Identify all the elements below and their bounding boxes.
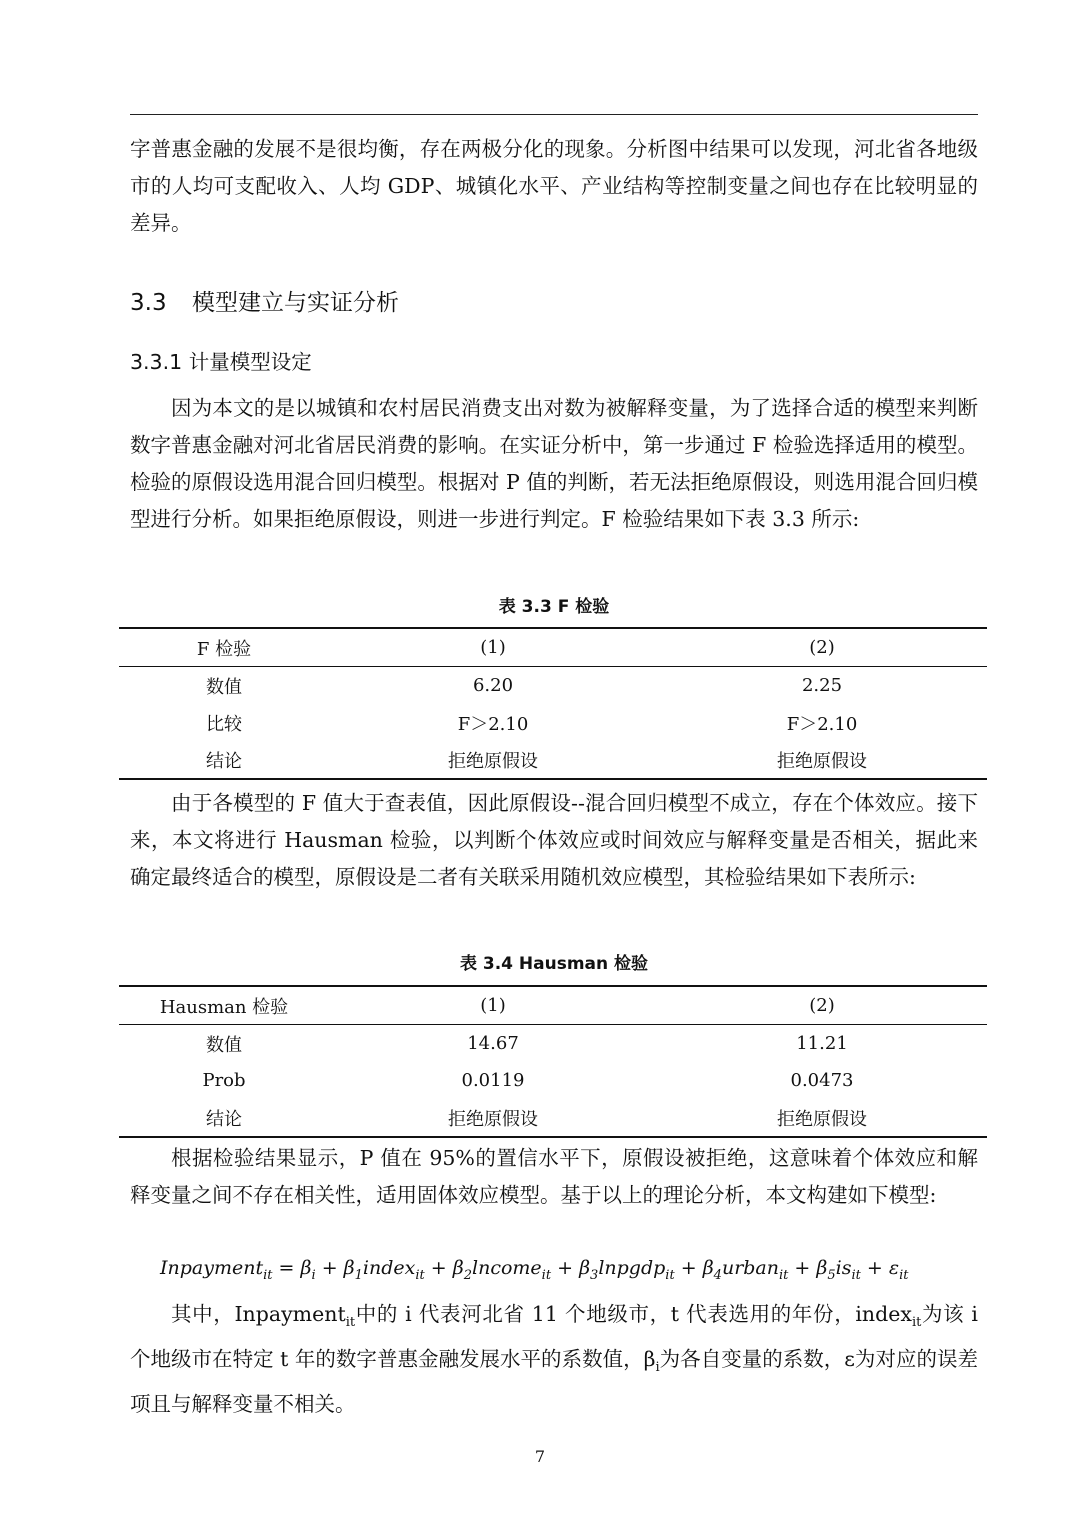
formula-sub: it [899, 1267, 909, 1283]
table-header-row [119, 986, 987, 1025]
formula-beta: β [300, 1257, 312, 1279]
formula-var: lnpgdp [598, 1257, 666, 1279]
formula-beta: β [816, 1257, 828, 1279]
table-cell: 0.0473 [790, 1070, 854, 1091]
table-cell: 数值 [206, 1034, 242, 1056]
table-row [119, 1025, 987, 1063]
explanation-text: 其中，Inpayment [171, 1302, 346, 1326]
formula-sub: 3 [590, 1267, 599, 1283]
formula-beta: β [343, 1257, 355, 1279]
table-cell: Prob [202, 1070, 246, 1091]
formula-beta: β [452, 1257, 464, 1279]
formula-eq: = [272, 1257, 301, 1279]
formula-sub: 1 [354, 1267, 363, 1283]
formula-plus: + [788, 1257, 817, 1279]
table-header-cell: (1) [329, 986, 657, 1025]
formula-beta: β [579, 1257, 591, 1279]
table-cell: 结论 [119, 1099, 329, 1137]
header-rule [130, 114, 978, 115]
table-cell: F＞2.10 [786, 713, 858, 735]
paragraph-hausman-intro: 由于各模型的 F 值大于查表值，因此原假设--混合回归模型不成立，存在个体效应。接下来，本文将进行 Hausman 检验，以判断个体效应或时间效应与解释变量是否相关，据此来确定最终适合的模型，原假设是二者有关联采用随机效应模型，其检验结果如下表所示: [130, 791, 978, 889]
table-cell: 比较 [206, 713, 242, 735]
formula-epsilon: ε [888, 1257, 900, 1279]
formula-lhs: Inpayment [160, 1257, 264, 1279]
table-caption-f-test: 表 3.3 F 检验 [498, 597, 610, 617]
formula-sub: it [851, 1267, 861, 1283]
formula-plus: + [674, 1257, 703, 1279]
hausman-test-table [119, 985, 987, 1138]
table-cell: 14.67 [467, 1033, 519, 1054]
formula-var: index [362, 1257, 416, 1279]
explanation-text: 中的 i 代表河北省 11 个地级市，t 代表选用的年份，index [355, 1302, 912, 1326]
intro-paragraph: 字普惠金融的发展不是很均衡，存在两极分化的现象。分析图中结果可以发现，河北省各地级市的人均可支配收入、人均 GDP、城镇化水平、产业结构等控制变量之间也存在比较明显的差异。 [130, 137, 978, 235]
f-test-table [119, 627, 987, 780]
formula-var: urban [721, 1257, 779, 1279]
table-row [119, 1062, 987, 1099]
subsection-heading [130, 345, 312, 375]
explanation-sub: i [655, 1360, 660, 1376]
formula-sub: 4 [713, 1267, 722, 1283]
formula-beta: β [702, 1257, 714, 1279]
section-number: 3.3 [130, 290, 167, 316]
table-caption-hausman: 表 3.4 Hausman 检验 [459, 954, 649, 974]
table-cell: 拒绝原假设 [329, 741, 657, 779]
formula-sub: it [665, 1267, 675, 1283]
table-cell: 6.20 [472, 675, 514, 696]
explanation-sub: it [345, 1315, 356, 1331]
table-header-row [119, 628, 987, 667]
model-formula [160, 1257, 908, 1283]
page-number: 7 [534, 1447, 546, 1466]
formula-plus: + [424, 1257, 453, 1279]
formula-sub: it [541, 1267, 552, 1283]
formula-plus: + [860, 1257, 889, 1279]
formula-sub: it [415, 1267, 425, 1283]
formula-sub: i [311, 1267, 316, 1283]
subsection-number: 3.3.1 [130, 350, 183, 374]
table-cell: 拒绝原假设 [329, 1099, 657, 1137]
formula-var: lncome [472, 1257, 542, 1279]
section-title: 模型建立与实证分析 [192, 290, 399, 316]
table-header-cell: F 检验 [119, 628, 329, 667]
table-cell: 11.21 [796, 1033, 848, 1054]
table-header-cell: (2) [657, 628, 987, 667]
table-header-cell: (1) [329, 628, 657, 667]
table-cell: 拒绝原假设 [657, 741, 987, 779]
formula-var: is [835, 1257, 852, 1279]
paragraph-explanation [130, 1296, 978, 1423]
subsection-title: 计量模型设定 [188, 350, 312, 374]
explanation-text: 为各自变量的系数，ε为对应的误差项且与解释变量不相关。 [130, 1347, 978, 1417]
explanation-sub: it [911, 1315, 922, 1331]
table-cell: 拒绝原假设 [657, 1099, 987, 1137]
table-row [119, 704, 987, 741]
formula-sub: 2 [463, 1267, 473, 1283]
table-cell: 数值 [206, 676, 242, 698]
formula-sub: it [779, 1267, 789, 1283]
table-cell: 2.25 [801, 675, 843, 696]
section-heading [130, 284, 399, 317]
formula-sub: 5 [827, 1267, 836, 1283]
formula-sub: it [263, 1267, 273, 1283]
table-row [119, 667, 987, 705]
formula-plus: + [551, 1257, 580, 1279]
formula-plus: + [315, 1257, 344, 1279]
table-cell: 结论 [119, 741, 329, 779]
explanation-text: 为该 i 个地级市在特定 t 年的数字普惠金融发展水平的系数值，β [130, 1302, 978, 1372]
table-row [119, 741, 987, 779]
table-header-cell: (2) [657, 986, 987, 1025]
table-header-cell: Hausman 检验 [119, 986, 329, 1025]
paragraph-model-choice: 因为本文的是以城镇和农村居民消费支出对数为被解释变量，为了选择合适的模型来判断数字普惠金融对河北省居民消费的影响。在实证分析中，第一步通过 F 检验选择适用的模型。检验的原假设选用混合回归模型。根据对 P 值的判断，若无法拒绝原假设，则选用混合回归模型进行分析。如果拒绝原假设，则进一步进行判定。F 检验结果如下表 3.3 所示: [130, 396, 978, 531]
paragraph-result: 根据检验结果显示，P 值在 95%的置信水平下，原假设被拒绝，这意味着个体效应和解释变量之间不存在相关性，适用固体效应模型。基于以上的理论分析，本文构建如下模型: [130, 1146, 978, 1207]
table-cell: 0.0119 [461, 1070, 525, 1091]
table-cell: F＞2.10 [457, 713, 529, 735]
table-row [119, 1099, 987, 1137]
